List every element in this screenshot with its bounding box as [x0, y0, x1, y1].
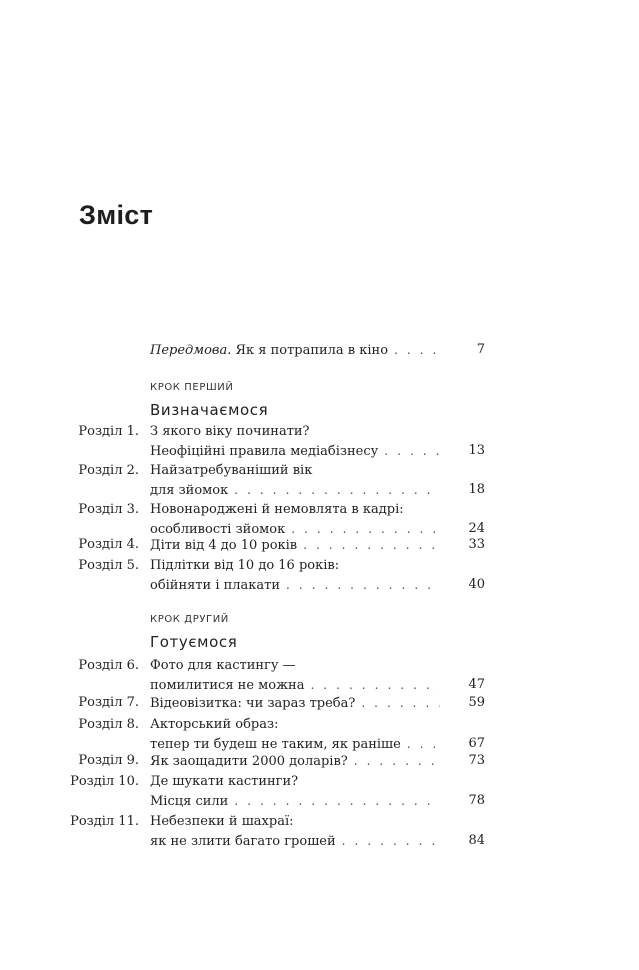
step-label: КРОК ДРУГИЙ — [150, 614, 229, 625]
leader-dots — [310, 676, 440, 694]
entry-line-text: особливості зйомок — [150, 522, 286, 537]
entry-line-text: Новонароджені й немовлята в кадрі: — [150, 502, 404, 517]
entry-line — [150, 341, 440, 360]
entry-line-text: помилитися не можна — [150, 678, 305, 693]
page-number: 78 — [468, 793, 485, 808]
step-label: КРОК ПЕРШИЙ — [150, 382, 234, 393]
page-number: 7 — [476, 342, 485, 357]
entry-text — [150, 694, 440, 713]
chapter-label: Розділ 6. — [78, 658, 139, 673]
entry-line-text: З якого віку починати? — [150, 424, 310, 439]
page-number: 33 — [468, 537, 485, 552]
chapter-label: Розділ 9. — [78, 753, 139, 768]
entry-line — [150, 773, 440, 792]
chapter-label: Розділ 2. — [78, 463, 139, 478]
entry-line-text: як не злити багато грошей — [150, 834, 336, 849]
entry-line — [150, 462, 440, 481]
entry-line — [150, 423, 440, 442]
entry-line-text: Як заощадити 2000 доларів? — [150, 754, 348, 769]
page-number: 59 — [468, 695, 485, 710]
entry-text — [150, 813, 440, 851]
chapter-label: Розділ 3. — [78, 502, 139, 517]
page-number: 24 — [468, 521, 485, 536]
step-title: Готуємося — [150, 633, 238, 651]
leader-dots — [234, 792, 440, 810]
entry-text — [150, 657, 440, 695]
step-title: Визначаємося — [150, 401, 269, 419]
entry-text — [150, 423, 440, 461]
chapter-label: Розділ 5. — [78, 558, 139, 573]
entry-line — [150, 752, 440, 771]
entry-line — [150, 442, 440, 461]
entry-text — [150, 341, 440, 360]
entry-line-text: Місця сили — [150, 794, 229, 809]
entry-line — [150, 481, 440, 500]
leader-dots — [361, 694, 440, 712]
leader-dots — [342, 832, 440, 850]
entry-line-text: тепер ти будеш не таким, як раніше — [150, 737, 401, 752]
entry-line-text: Небезпеки й шахраї: — [150, 814, 294, 829]
entry-line-text: Неофіційні правила медіабізнесу — [150, 444, 379, 459]
entry-line-text: обійняти і плакати — [150, 578, 281, 593]
entry-line — [150, 813, 440, 832]
page-number: 67 — [468, 736, 485, 751]
leader-dots — [303, 536, 440, 554]
entry-line — [150, 576, 440, 595]
entry-text — [150, 501, 440, 539]
entry-line-text: Відеовізитка: чи зараз треба? — [150, 696, 356, 711]
entry-text — [150, 462, 440, 500]
entry-text — [150, 752, 440, 771]
entry-line — [150, 716, 440, 735]
entry-line — [150, 694, 440, 713]
page-number: 47 — [468, 677, 485, 692]
leader-dots — [286, 576, 440, 594]
chapter-label: Розділ 11. — [70, 814, 139, 829]
entry-line-text: Підлітки від 10 до 16 років: — [150, 558, 340, 573]
page-number: 84 — [468, 833, 485, 848]
leader-dots — [354, 752, 440, 770]
entry-text — [150, 773, 440, 811]
preface-text: . Як я потрапила в кіно — [227, 343, 389, 358]
entry-line — [150, 501, 440, 520]
entry-text — [150, 716, 440, 754]
chapter-label: Розділ 1. — [78, 424, 139, 439]
entry-line — [150, 792, 440, 811]
chapter-label: Розділ 10. — [70, 774, 139, 789]
chapter-label: Розділ 4. — [78, 537, 139, 552]
entry-line — [150, 536, 440, 555]
preface-label: Передмова — [150, 343, 228, 358]
leader-dots — [234, 481, 440, 499]
entry-text — [150, 536, 440, 555]
entry-line-text: Діти від 4 до 10 років — [150, 538, 298, 553]
entry-line-text: Акторський образ: — [150, 717, 279, 732]
page-number: 73 — [468, 753, 485, 768]
entry-line-text: Де шукати кастинги? — [150, 774, 299, 789]
leader-dots — [384, 442, 440, 460]
entry-line-text: Найзатребуваніший вік — [150, 463, 313, 478]
page-title: Зміст — [79, 200, 154, 230]
entry-line-text: Фото для кастингу — — [150, 658, 296, 673]
entry-line-text: для зйомок — [150, 483, 229, 498]
page-number: 40 — [468, 577, 485, 592]
entry-line — [150, 832, 440, 851]
entry-text — [150, 557, 440, 595]
entry-line — [150, 676, 440, 695]
entry-line — [150, 657, 440, 676]
chapter-label: Розділ 7. — [78, 695, 139, 710]
entry-line — [150, 557, 440, 576]
page-number: 18 — [468, 482, 485, 497]
chapter-label: Розділ 8. — [78, 717, 139, 732]
leader-dots — [407, 735, 440, 753]
page-number: 13 — [468, 443, 485, 458]
leader-dots — [394, 341, 440, 359]
